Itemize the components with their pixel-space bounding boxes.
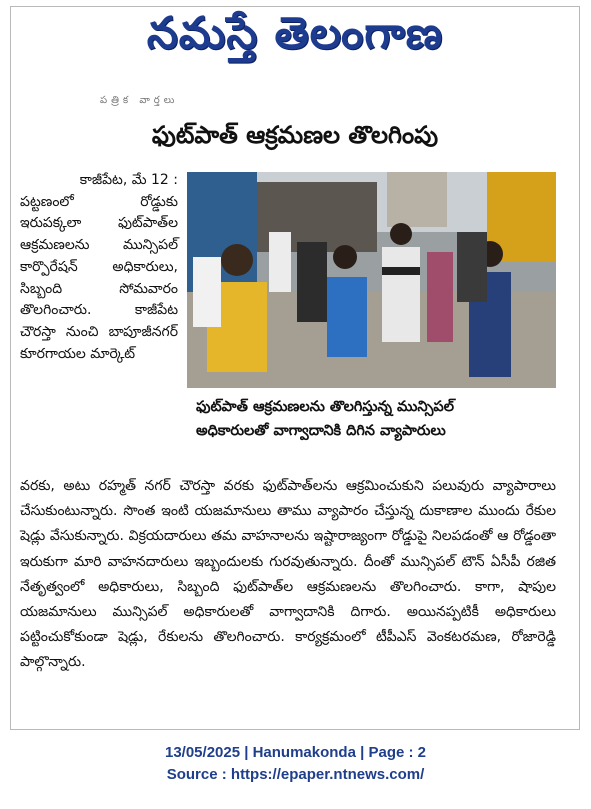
article-body [20,474,556,676]
article-lead-column [20,170,178,365]
photo-caption-line-2: అధికారులతో వాగ్వాదానికి దిగిన వ్యాపారులు [196,423,446,439]
newspaper-masthead: నమస్తే తెలంగాణ [146,8,444,59]
street-scene-photo [187,172,556,388]
article-headline: ఫుట్‌పాత్ ఆక్రమణల తొలగింపు [151,121,439,149]
news-photo [187,172,556,388]
edition-info: 13/05/2025 | Hanumakonda | Page : 2 [164,744,426,761]
article-dateline: కాజీపేట, మే 12 : [79,172,178,188]
photo-caption [196,395,556,443]
clipping-footer [0,742,591,786]
clipped-top-strip: పత్రిక వార్తలు [100,95,179,106]
article-lead-text: పట్టణంలో రోడ్డుకు ఇరుపక్కలా ఫుట్‌పాత్‌ల ఆక్రమణలను మున్సిపల్ కార్పొరేషన్ అధికారులు, సిబ్బంది సోమవారం తొలగించారు. కాజీపేట చౌరస్తా నుంచి బాపూజీనగర్ కూరగాయల మార్కెట్ [20,193,178,362]
source-link[interactable]: Source : https://epaper.ntnews.com/ [166,766,425,783]
article-body-text: వరకు, అటు రహ్మత్ నగర్ చౌరస్తా వరకు ఫుట్‌పాత్‌లను ఆక్రమించుకుని పలువురు వ్యాపారాలు చేసుకుంటున్నారు. సొంత ఇంటి యజమానులు తాము వ్యాపారం చేస్తున్న దుకాణాల ముందు రేకుల షెడ్లు వేసుకున్నారు. విక్రయదారులు తమ వాహనాలను ఇష్టారాజ్యంగా రోడ్డుపై నిలపడంతో ఆ రోడ్డంతా ఇరుకుగా మారి వాహనదారులు ఇబ్బందులకు గురవుతున్నారు. దీంతో మున్సిపల్ టౌన్ ఏసీపీ రజిత నేతృత్వంలో అధికారులు, సిబ్బంది ఫుట్‌పాత్‌ల ఆక్రమణలను తొలగించారు. కాగా, షాపుల యజమానులు మున్సిపల్ అధికారులతో వాగ్వాదానికి దిగారు. అయినప్పటికీ అధికారులు పట్టించుకోకుండా షెడ్లు, రేకులను తొలగించారు. కార్యక్రమంలో టీపీఎస్ వెంకటరమణ, రోజారెడ్డి పాల్గొన్నారు. [20,478,556,671]
photo-caption-line-1: ఫుట్‌పాత్ ఆక్రమణలను తొలగిస్తున్న మున్సిపల్ [196,399,454,415]
